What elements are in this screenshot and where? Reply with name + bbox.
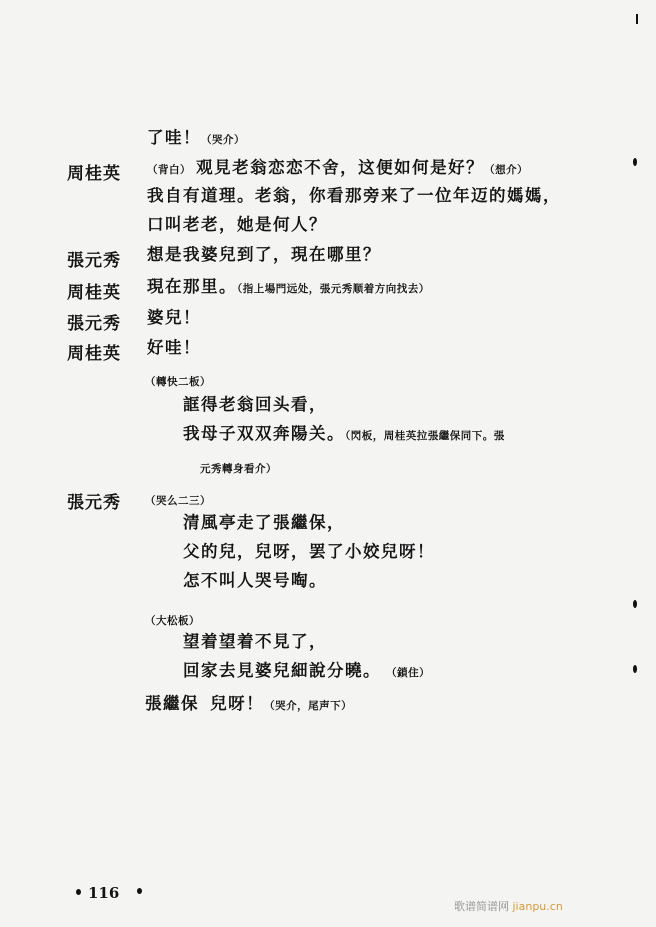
scan-speck-icon (636, 14, 638, 24)
speaker-name: 張元秀 (67, 251, 121, 271)
speaker-name: 張元秀 (67, 493, 121, 513)
stage-direction: （想介） (484, 164, 529, 176)
script-line (147, 247, 381, 264)
speaker-name: 周桂英 (67, 283, 121, 303)
sung-text: 怎不叫人哭号啕。 (183, 571, 327, 590)
scan-speck-icon (633, 665, 637, 673)
script-line (147, 217, 327, 234)
stage-direction: （哭介） (201, 134, 245, 146)
dialogue-text: 口叫老老，她是何人？ (147, 215, 327, 234)
script-line (183, 397, 327, 414)
page-number-bullet-icon (76, 889, 81, 895)
dialogue-text: 想是我婆兒到了，現在哪里？ (147, 245, 381, 264)
script-line (183, 544, 435, 561)
sung-text: 回家去見婆兒細說分曉。 (183, 661, 381, 680)
dialogue-text: 兒呀！ (210, 694, 265, 713)
scan-speck-icon (633, 600, 637, 608)
speaker-name: 張繼保 (145, 694, 199, 713)
tune-direction: （轉快二板） (145, 376, 211, 388)
stage-direction: （閃板，周桂英拉張繼保同下。張 (345, 430, 505, 442)
speaker-name: 張元秀 (67, 314, 121, 334)
script-line (147, 310, 201, 327)
dialogue-text: 婆兒！ (147, 308, 201, 327)
tune-direction: （哭么二三） (145, 495, 211, 507)
dialogue-text: 我自有道理。老翁，你看那旁来了一位年迈的媽媽， (147, 186, 561, 205)
script-line (147, 279, 430, 296)
sung-text: 清風亭走了張繼保， (183, 513, 345, 532)
script-line (147, 340, 201, 357)
dialogue-text: 好哇！ (147, 338, 201, 357)
script-line (183, 426, 505, 443)
script-line (147, 130, 245, 147)
page-number: 116 (88, 884, 120, 902)
speaker-name: 周桂英 (67, 164, 121, 184)
dialogue-text: 現在那里。 (147, 277, 237, 296)
script-line (183, 573, 327, 590)
watermark-url: jianpu.cn (512, 900, 563, 913)
script-line (183, 634, 327, 651)
tune-direction: （大松板） (145, 615, 200, 627)
dialogue-text: 了哇！ (147, 128, 201, 147)
sung-text: 誆得老翁回头看， (183, 395, 327, 414)
script-line (145, 611, 200, 627)
script-line (147, 188, 561, 205)
watermark (454, 898, 563, 914)
sung-text: 我母子双双奔陽关。 (183, 424, 345, 443)
stage-direction: （指上場門远处，張元秀顺着方向找去） (237, 283, 430, 295)
scan-speck-icon (633, 158, 637, 166)
stage-direction: 元秀轉身看介） (200, 463, 277, 475)
stage-direction: （鎖住） (386, 667, 431, 679)
stage-direction: （哭介，尾声下） (264, 700, 353, 712)
script-line (145, 696, 352, 713)
stage-direction: （背白） (147, 164, 191, 176)
script-line (145, 372, 211, 388)
script-line (147, 160, 528, 177)
dialogue-text: 观見老翁恋恋不舍，这便如何是好？ (196, 158, 485, 177)
sung-text: 望着望着不見了， (183, 632, 327, 651)
sung-text: 父的兒，兒呀，罢了小姣兒呀！ (183, 542, 435, 561)
script-line (200, 459, 277, 475)
script-line (183, 515, 345, 532)
page-number-bullet-icon (137, 888, 142, 894)
watermark-cn: 歌谱简谱网 (454, 900, 509, 913)
speaker-name: 周桂英 (67, 344, 121, 364)
script-line (183, 663, 430, 680)
script-line (145, 491, 211, 507)
